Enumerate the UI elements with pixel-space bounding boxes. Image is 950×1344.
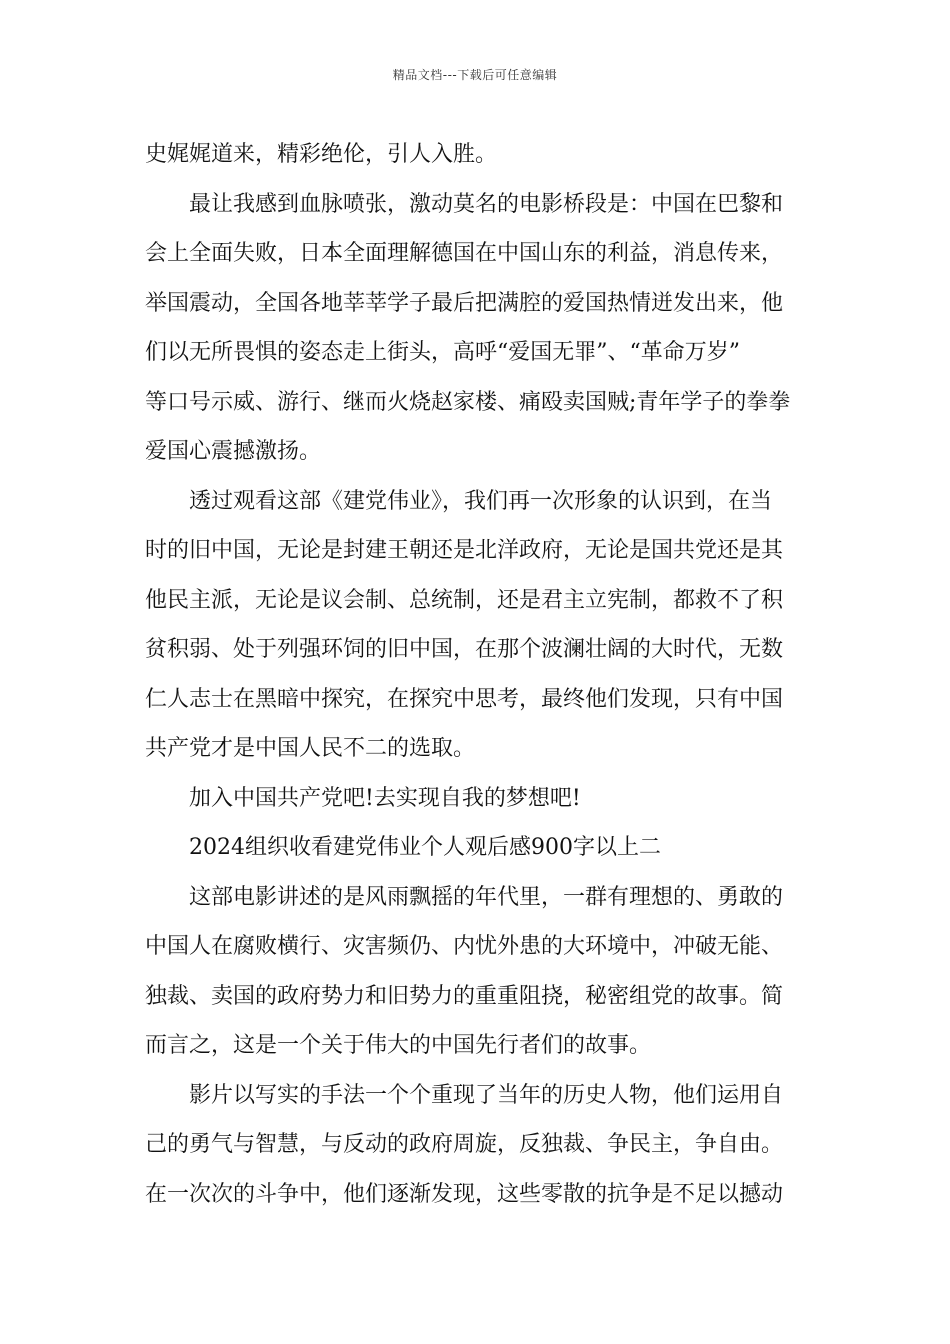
document-body xyxy=(145,130,811,1219)
text-line: 贫积弱、处于列强环饲的旧中国，在那个波澜壮阔的大时代，无数 xyxy=(145,637,784,662)
section-heading: 2024组织收看建党伟业个人观后感900字以上二 xyxy=(189,835,661,860)
text-line: 中国人在腐败横行、灾害频仍、内忧外患的大环境中，冲破无能、 xyxy=(145,934,784,959)
text-line: 时的旧中国，无论是封建王朝还是北洋政府，无论是国共党还是其 xyxy=(145,538,784,563)
text-line: 己的勇气与智慧，与反动的政府周旋，反独裁、争民主，争自由。 xyxy=(145,1132,784,1157)
text-line: 这部电影讲述的是风雨飘摇的年代里，一群有理想的、勇敢的 xyxy=(189,884,784,910)
page-header: 精品文档---下载后可任意编辑 xyxy=(392,68,558,82)
text-line: 会上全面失败，日本全面理解德国在中国山东的利益，消息传来， xyxy=(145,241,784,266)
text-line: 等口号示威、游行、继而火烧赵家楼、痛殴卖国贼;青年学子的拳拳 xyxy=(145,389,791,415)
text-line: 们以无所畏惧的姿态走上街头，高呼“爱国无罪”、“革命万岁” xyxy=(145,340,740,365)
text-line: 史娓娓道来，精彩绝伦，引人入胜。 xyxy=(145,142,498,167)
text-line: 举国震动，全国各地莘莘学子最后把满腔的爱国热情迸发出来，他 xyxy=(145,290,784,316)
text-line: 独裁、卖国的政府势力和旧势力的重重阻挠，秘密组党的故事。简 xyxy=(145,983,784,1009)
text-line: 爱国心震撼激扬。 xyxy=(145,439,322,464)
text-line: 影片以写实的手法一个个重现了当年的历史人物，他们运用自 xyxy=(189,1082,784,1108)
text-line: 而言之，这是一个关于伟大的中国先行者们的故事。 xyxy=(145,1033,652,1058)
text-line: 最让我感到血脉喷张，激动莫名的电影桥段是：中国在巴黎和 xyxy=(189,191,784,217)
text-line: 共产党才是中国人民不二的选取。 xyxy=(145,736,476,761)
text-line: 他民主派，无论是议会制、总统制，还是君主立宪制，都救不了积 xyxy=(145,587,784,613)
text-line: 加入中国共产党吧!去实现自我的梦想吧! xyxy=(189,785,581,811)
text-line: 在一次次的斗争中，他们逐渐发现，这些零散的抗争是不足以撼动 xyxy=(145,1181,784,1207)
text-line: 仁人志士在黑暗中探究，在探究中思考，最终他们发现，只有中国 xyxy=(145,686,784,712)
text-line: 透过观看这部《建党伟业》，我们再一次形象的认识到，在当 xyxy=(189,488,773,514)
